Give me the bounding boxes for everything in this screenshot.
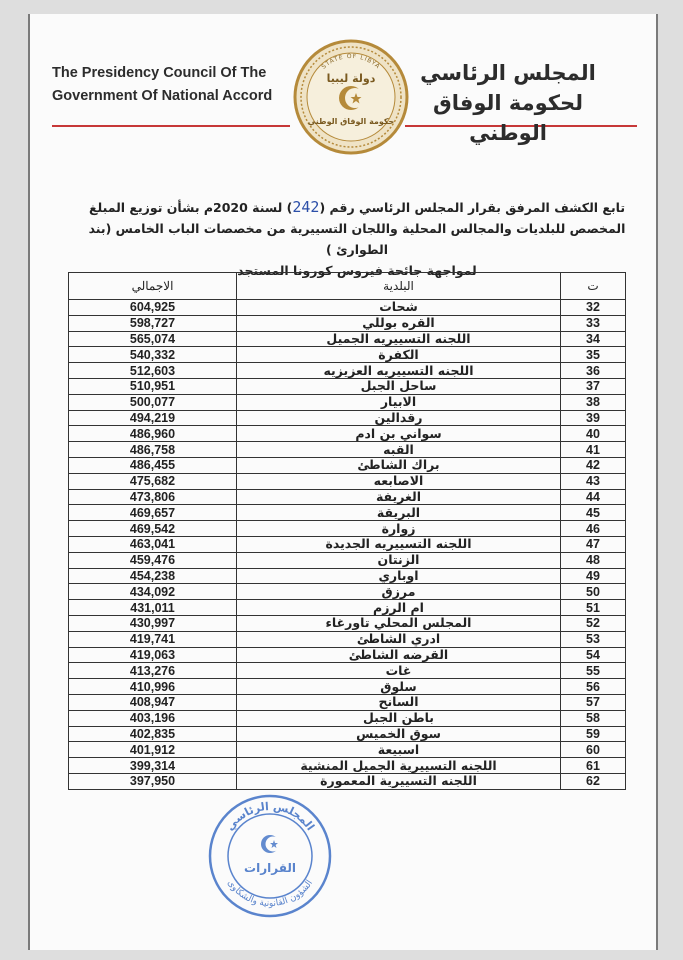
title-line3: لمواجهة جائحة فيروس كورونا المستجد bbox=[237, 263, 477, 278]
table-row bbox=[69, 442, 626, 458]
row-number: 37 bbox=[561, 378, 626, 394]
row-number: 56 bbox=[561, 679, 626, 695]
header-total: الاجمالي bbox=[69, 273, 237, 300]
row-number: 41 bbox=[561, 442, 626, 458]
table-row bbox=[69, 694, 626, 710]
row-number: 35 bbox=[561, 347, 626, 363]
table-row bbox=[69, 410, 626, 426]
row-number: 51 bbox=[561, 600, 626, 616]
row-municipality: البريقة bbox=[237, 505, 561, 521]
row-total: 399,314 bbox=[69, 758, 237, 774]
table-row bbox=[69, 521, 626, 537]
row-number: 43 bbox=[561, 473, 626, 489]
title-line1-post: ) لسنة 2020م بشأن توزيع المبلغ bbox=[88, 200, 293, 215]
seal-bottom-text: حكومة الوفاق الوطني bbox=[307, 117, 395, 126]
row-municipality: السانح bbox=[237, 694, 561, 710]
row-municipality: الزنتان bbox=[237, 552, 561, 568]
row-number: 38 bbox=[561, 394, 626, 410]
row-municipality: اللجنه التسييرية المعمورة bbox=[237, 773, 561, 789]
row-number: 58 bbox=[561, 710, 626, 726]
allocation-table bbox=[68, 272, 626, 790]
row-total: 403,196 bbox=[69, 710, 237, 726]
row-municipality: القره بوللي bbox=[237, 315, 561, 331]
row-number: 33 bbox=[561, 315, 626, 331]
row-municipality: ادري الشاطئ bbox=[237, 631, 561, 647]
row-total: 419,063 bbox=[69, 647, 237, 663]
row-municipality: مرزق bbox=[237, 584, 561, 600]
row-municipality: القبه bbox=[237, 442, 561, 458]
row-number: 49 bbox=[561, 568, 626, 584]
row-number: 55 bbox=[561, 663, 626, 679]
row-municipality: براك الشاطئ bbox=[237, 457, 561, 473]
header-en-line2: Government Of National Accord bbox=[52, 88, 273, 104]
row-municipality: سواني بن ادم bbox=[237, 426, 561, 442]
row-total: 512,603 bbox=[69, 363, 237, 379]
title-line1-pre: تابع الكشف المرفق بقرار المجلس الرئاسي رقم ( bbox=[319, 200, 626, 215]
row-municipality: اللجنه التسييريه الجديدة bbox=[237, 536, 561, 552]
row-total: 431,011 bbox=[69, 600, 237, 616]
row-number: 48 bbox=[561, 552, 626, 568]
row-total: 475,682 bbox=[69, 473, 237, 489]
row-total: 469,542 bbox=[69, 521, 237, 537]
table-row bbox=[69, 394, 626, 410]
row-number: 47 bbox=[561, 536, 626, 552]
table-row bbox=[69, 600, 626, 616]
table-row bbox=[69, 426, 626, 442]
decision-number: 242 bbox=[292, 198, 320, 216]
row-total: 413,276 bbox=[69, 663, 237, 679]
row-total: 454,238 bbox=[69, 568, 237, 584]
row-number: 50 bbox=[561, 584, 626, 600]
row-municipality: الكفرة bbox=[237, 347, 561, 363]
table-row bbox=[69, 300, 626, 316]
row-total: 486,960 bbox=[69, 426, 237, 442]
row-total: 510,951 bbox=[69, 378, 237, 394]
table-row bbox=[69, 742, 626, 758]
document-page bbox=[28, 14, 658, 950]
row-total: 598,727 bbox=[69, 315, 237, 331]
row-municipality: المجلس المحلي تاورغاء bbox=[237, 615, 561, 631]
table-row bbox=[69, 758, 626, 774]
row-municipality: غات bbox=[237, 663, 561, 679]
row-number: 39 bbox=[561, 410, 626, 426]
row-total: 540,332 bbox=[69, 347, 237, 363]
row-municipality: سلوق bbox=[237, 679, 561, 695]
row-number: 45 bbox=[561, 505, 626, 521]
stamp-top-text: المجلس الرئاسي bbox=[223, 799, 318, 833]
row-total: 397,950 bbox=[69, 773, 237, 789]
row-municipality: الابيار bbox=[237, 394, 561, 410]
row-number: 61 bbox=[561, 758, 626, 774]
row-total: 500,077 bbox=[69, 394, 237, 410]
row-number: 34 bbox=[561, 331, 626, 347]
row-total: 473,806 bbox=[69, 489, 237, 505]
row-number: 32 bbox=[561, 300, 626, 316]
table-row bbox=[69, 663, 626, 679]
row-total: 434,092 bbox=[69, 584, 237, 600]
row-number: 44 bbox=[561, 489, 626, 505]
row-municipality: اللجنه التسييريه العزيزيه bbox=[237, 363, 561, 379]
row-number: 46 bbox=[561, 521, 626, 537]
row-total: 494,219 bbox=[69, 410, 237, 426]
seal-top-text: دولة ليبيا bbox=[326, 72, 376, 85]
emblem-seal-icon bbox=[292, 38, 410, 156]
row-municipality: اللجنه التسييريه الجميل bbox=[237, 331, 561, 347]
table-row bbox=[69, 331, 626, 347]
row-municipality: باطن الجبل bbox=[237, 710, 561, 726]
row-municipality: اسبيعة bbox=[237, 742, 561, 758]
row-total: 402,835 bbox=[69, 726, 237, 742]
table-row bbox=[69, 457, 626, 473]
table-row bbox=[69, 378, 626, 394]
table-row bbox=[69, 536, 626, 552]
header-ar-line1: المجلس الرئاسي bbox=[420, 61, 596, 85]
row-total: 604,925 bbox=[69, 300, 237, 316]
title-line2: المخصص للبلديات والمجالس المحلية واللجان التسييرية من مخصصات الباب الخامس (بند الطوارئ ) bbox=[88, 221, 626, 257]
header-english bbox=[52, 62, 302, 108]
row-number: 42 bbox=[561, 457, 626, 473]
row-number: 60 bbox=[561, 742, 626, 758]
table-row bbox=[69, 505, 626, 521]
header-en-line1: The Presidency Council Of The bbox=[52, 65, 267, 81]
official-stamp-icon bbox=[206, 792, 334, 920]
row-number: 52 bbox=[561, 615, 626, 631]
header-rule-left bbox=[52, 125, 290, 127]
row-number: 53 bbox=[561, 631, 626, 647]
table-row bbox=[69, 347, 626, 363]
table-row bbox=[69, 473, 626, 489]
row-total: 486,455 bbox=[69, 457, 237, 473]
row-total: 419,741 bbox=[69, 631, 237, 647]
row-municipality: سوق الخميس bbox=[237, 726, 561, 742]
table-row bbox=[69, 568, 626, 584]
row-total: 463,041 bbox=[69, 536, 237, 552]
table-row bbox=[69, 584, 626, 600]
title-line1 bbox=[74, 197, 640, 218]
row-municipality: زوارة bbox=[237, 521, 561, 537]
row-number: 54 bbox=[561, 647, 626, 663]
row-total: 408,947 bbox=[69, 694, 237, 710]
header-ar-line2: لحكومة الوفاق الوطني bbox=[432, 91, 584, 145]
table-row bbox=[69, 615, 626, 631]
table-row bbox=[69, 631, 626, 647]
table-row bbox=[69, 552, 626, 568]
header-municipality: البلدية bbox=[237, 273, 561, 300]
row-number: 59 bbox=[561, 726, 626, 742]
row-number: 57 bbox=[561, 694, 626, 710]
table-row bbox=[69, 315, 626, 331]
row-total: 565,074 bbox=[69, 331, 237, 347]
row-municipality: الاصابعه bbox=[237, 473, 561, 489]
table-row bbox=[69, 773, 626, 789]
row-total: 459,476 bbox=[69, 552, 237, 568]
table-row bbox=[69, 363, 626, 379]
header-no: ت bbox=[561, 273, 626, 300]
stamp-bottom-text: الشؤون القانونية والشكاوى bbox=[225, 878, 315, 910]
table-body bbox=[69, 300, 626, 790]
row-total: 430,997 bbox=[69, 615, 237, 631]
row-municipality: ام الرزم bbox=[237, 600, 561, 616]
row-municipality: القرضه الشاطئ bbox=[237, 647, 561, 663]
row-total: 410,996 bbox=[69, 679, 237, 695]
row-total: 469,657 bbox=[69, 505, 237, 521]
row-municipality: اللجنه التسييرية الجميل المنشية bbox=[237, 758, 561, 774]
table-row bbox=[69, 679, 626, 695]
table-row bbox=[69, 647, 626, 663]
table-row bbox=[69, 489, 626, 505]
document-title bbox=[74, 197, 640, 281]
seal-ring-text: STATE OF LIBYA bbox=[320, 52, 382, 71]
row-municipality: اوباري bbox=[237, 568, 561, 584]
stamp-center-text: القرارات bbox=[244, 861, 296, 875]
row-municipality: شحات bbox=[237, 300, 561, 316]
table-header-row bbox=[69, 273, 626, 300]
header-arabic bbox=[398, 58, 618, 148]
row-number: 36 bbox=[561, 363, 626, 379]
row-total: 401,912 bbox=[69, 742, 237, 758]
row-municipality: رقدالين bbox=[237, 410, 561, 426]
table-row bbox=[69, 726, 626, 742]
row-total: 486,758 bbox=[69, 442, 237, 458]
row-number: 40 bbox=[561, 426, 626, 442]
table-row bbox=[69, 710, 626, 726]
row-municipality: الغريفة bbox=[237, 489, 561, 505]
row-municipality: ساحل الجبل bbox=[237, 378, 561, 394]
row-number: 62 bbox=[561, 773, 626, 789]
